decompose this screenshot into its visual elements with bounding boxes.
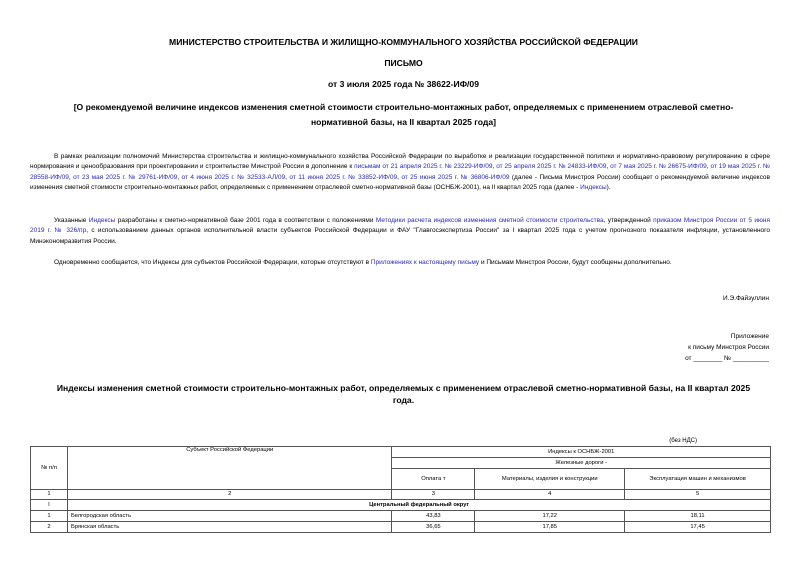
row-subject: Брянская область (67, 521, 392, 532)
link-order-326[interactable]: приказом Минстроя России от 5 июня 2019 г. № 326/пр (30, 217, 771, 235)
paragraph-3: Одновременно сообщается, что Индексы для субъектов Российской Федерации, которые отсутствуют в Приложениях к настоящему письму и Письмам Минстроя России, будут сообщены дополнительно. (54, 259, 672, 266)
row-wages: 43,83 (392, 511, 475, 522)
row-num: 1 (31, 511, 68, 522)
link-letter-7-may[interactable]: от 7 мая 2025 г. № 26675-ИФ/09 (610, 163, 707, 171)
column-numbers-row (31, 489, 771, 500)
signature: И.Э.Файзуллин (723, 295, 769, 302)
header-subject: Субъект Российской Федерации (67, 447, 392, 490)
header-rail: Железные дороги - (392, 457, 771, 468)
row-machines: 17,45 (625, 521, 771, 532)
section-row (31, 500, 771, 511)
ministry-name: МИНИСТЕРСТВО СТРОИТЕЛЬСТВА И ЖИЛИЩНО-КОММУНАЛЬНОГО ХОЗЯЙСТВА РОССИЙСКОЙ ФЕДЕРАЦИИ (169, 37, 638, 47)
appendix-date-number: от ________ № __________ (685, 355, 769, 362)
link-methodology[interactable]: Методики расчета индексов изменения сметной стоимости строительства (375, 217, 604, 224)
document-date-number: от 3 июля 2025 года № 38622-ИФ/09 (328, 79, 479, 89)
col-number: 2 (67, 489, 392, 500)
header-num: № п/п (31, 447, 68, 490)
link-letter-25-april[interactable]: от 25 апреля 2025 г. № 24833-ИФ/09 (496, 163, 607, 171)
row-machines: 18,11 (625, 511, 771, 522)
link-letter-19-may[interactable]: от 19 мая 2025 г. № 28558-ИФ/09 (30, 163, 770, 181)
paragraph-2: Указанные Индексы разработаны к сметно-нормативной базе 2001 года в соответствии с положениями Методики расчета индексов изменения сметной стоимости строительства, утвержденной приказом Минстроя России от 5 июня 2019 г. № 326/пр, с использованием данных органов исполнительной власти субъектов Российской Федерации и ФАУ "Главгосэкспертиза России" за I квартал 2025 года с учетом прогнозного показателя инфляции, установленного Минэкономразвития России. (30, 217, 771, 245)
row-num: 2 (31, 521, 68, 532)
header-machines: Эксплуатация машин и механизмов (625, 468, 771, 489)
link-appendices[interactable]: Приложениях к настоящему письму (370, 259, 480, 266)
row-subject: Белгородская область (67, 511, 392, 522)
section-number: I (31, 500, 68, 511)
appendix-reference: к письму Минстроя России (688, 344, 769, 351)
paragraph-1: В рамках реализации полномочий Министерства строительства и жилищно-коммунального хозяйства Российской Федерации по выработке и реализации государственной политики и нормативно-правовому регулированию в сфере нормирования и ценообразования при проектировании и строительстве Минстрой России в дополнение к письмам от 21 апреля 2025 г. № 23229-ИФ/09, от 25 апреля 2025 г. № 24833-ИФ/09, от 7 мая 2025 г. № 26675-ИФ/09, от 19 мая 2025 г. № 28558-ИФ/09, от 23 мая 2025 г. № 29761-ИФ/09, от 4 июня 2025 г. № 32533-АЛ/09, от 11 июня 2025 г. № 33852-ИФ/09, от 25 июня 2025 г. № 36806-ИФ/09 (далее - Письма Минстроя России) сообщает о рекомендуемой величине индексов изменения сметной стоимости строительно-монтажных работ, определяемых с применением отраслевой сметно-нормативной базы (ОСНБЖ-2001), на II квартал 2025 года (далее - Индексы). (30, 153, 770, 192)
header-wages: Оплата т (392, 468, 475, 489)
link-letter-25-june[interactable]: от 25 июня 2025 г. № 36806-ИФ/09 (401, 173, 510, 181)
link-indexes-2[interactable]: Индексы (88, 217, 116, 224)
section-name: Центральный федеральный округ (67, 500, 770, 511)
link-letter-11-june[interactable]: от 11 июня 2025 г. № 33852-ИФ/09 (289, 173, 398, 181)
index-table (30, 446, 771, 533)
link-letter-21-april[interactable]: письмам от 21 апреля 2025 г. № 23229-ИФ/09 (354, 163, 493, 171)
document-subject: [О рекомендуемой величине индексов изменения сметной стоимости строительно-монтажных работ, определяемых с применением отраслевой сметно-нормативной базы, на II квартал 2025 года] (73, 102, 734, 127)
col-number: 1 (31, 489, 68, 500)
table-row (31, 521, 771, 532)
row-materials: 17,85 (475, 521, 625, 532)
row-wages: 36,65 (392, 521, 475, 532)
row-materials: 17,22 (475, 511, 625, 522)
header-index: Индексы к ОСНБЖ-2001 (392, 447, 771, 458)
col-number: 4 (475, 489, 625, 500)
table-note: (без НДС) (669, 438, 697, 444)
link-letter-4-june[interactable]: от 4 июня 2025 г. № 32533-АЛ/09 (181, 173, 286, 181)
table-title: Индексы изменения сметной стоимости строительно-монтажных работ, определяемых с применением отраслевой сметно-нормативной базы, на II квартал 2025 года. (56, 383, 751, 405)
table-row (31, 511, 771, 522)
link-letter-23-may[interactable]: от 23 мая 2025 г. № 29761-ИФ/09 (73, 173, 178, 181)
col-number: 5 (625, 489, 771, 500)
link-indexes[interactable]: Индексы (580, 184, 607, 192)
appendix-label: Приложение (730, 333, 769, 340)
col-number: 3 (392, 489, 475, 500)
header-materials: Материалы, изделия и конструкции (475, 468, 625, 489)
document-type: ПИСЬМО (384, 58, 423, 68)
